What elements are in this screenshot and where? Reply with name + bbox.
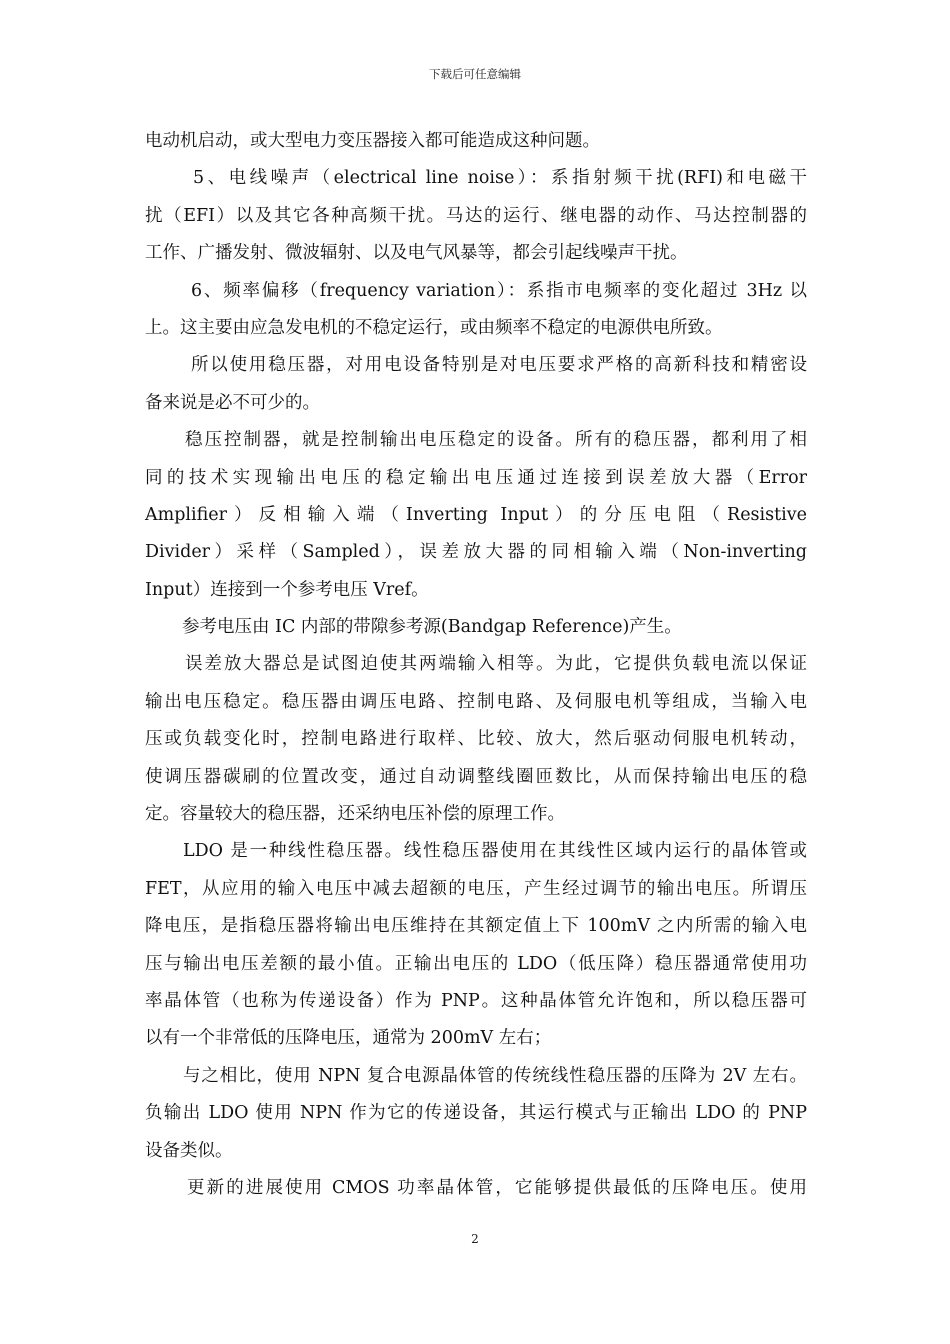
text-line: Amplifier）反相输入端（Inverting Input）的分压电阻（Resistive bbox=[145, 504, 807, 525]
text-line: LDO 是一种线性稳压器。线性稳压器使用在其线性区域内运行的晶体管或 bbox=[183, 841, 807, 862]
text-line: 输出电压稳定。稳压器由调压电路、控制电路、及伺服电机等组成，当输入电 bbox=[145, 691, 807, 712]
text-line: 设备类似。 bbox=[145, 1140, 233, 1161]
paragraph bbox=[145, 347, 807, 422]
text-line: 定。容量较大的稳压器，还采纳电压补偿的原理工作。 bbox=[145, 804, 565, 825]
text-line: 使调压器碳刷的位置改变，通过自动调整线圈匝数比，从而保持输出电压的稳 bbox=[145, 766, 807, 787]
page-header: 下载后可任意编辑 bbox=[429, 67, 521, 81]
paragraph bbox=[145, 1170, 807, 1207]
text-line: Input）连接到一个参考电压 Vref。 bbox=[145, 579, 429, 600]
text-line: 上。这主要由应急发电机的不稳定运行，或由频率不稳定的电源供电所致。 bbox=[145, 317, 723, 338]
text-line: 降电压，是指稳压器将输出电压维持在其额定值上下 100mV 之内所需的输入电 bbox=[145, 916, 807, 937]
text-line: 电动机启动，或大型电力变压器接入都可能造成这种问题。 bbox=[145, 131, 600, 151]
text-line: 负输出 LDO 使用 NPN 作为它的传递设备，其运行模式与正输出 LDO 的 PNP bbox=[145, 1103, 807, 1124]
text-line: 以有一个非常低的压降电压，通常为 200mV 左右； bbox=[145, 1028, 552, 1049]
text-line: 6、频率偏移（frequency variation）：系指市电频率的变化超过 3Hz 以 bbox=[191, 280, 807, 301]
paragraph bbox=[145, 160, 807, 272]
text-line: Divider）采样（Sampled），误差放大器的同相输入端（Non-inverting bbox=[145, 542, 807, 563]
text-line: 同的技术实现输出电压的稳定输出电压通过连接到误差放大器（Error bbox=[145, 467, 807, 488]
paragraph bbox=[145, 1058, 807, 1170]
paragraph bbox=[145, 833, 807, 1057]
text-line: 稳压控制器，就是控制输出电压稳定的设备。所有的稳压器，都利用了相 bbox=[185, 430, 807, 451]
text-line: 备来说是必不可少的。 bbox=[145, 392, 320, 413]
text-line: 工作、广播发射、微波辐射、以及电气风暴等，都会引起线噪声干扰。 bbox=[145, 243, 688, 264]
text-line: 率晶体管（也称为传递设备）作为 PNP。这种晶体管允许饱和，所以稳压器可 bbox=[145, 990, 807, 1011]
text-line: FET，从应用的输入电压中减去超额的电压，产生经过调节的输出电压。所谓压 bbox=[145, 878, 807, 899]
text-line: 与之相比，使用 NPN 复合电源晶体管的传统线性稳压器的压降为 2V 左右。 bbox=[183, 1065, 807, 1086]
text-line: 5、电线噪声（electrical line noise）：系指射频干扰(RFI)和电磁干 bbox=[193, 168, 807, 189]
paragraph bbox=[145, 123, 807, 160]
text-line: 误差放大器总是试图迫使其两端输入相等。为此，它提供负载电流以保证 bbox=[185, 654, 807, 675]
text-line: 扰（EFI）以及其它各种高频干扰。马达的运行、继电器的动作、马达控制器的 bbox=[145, 205, 807, 226]
paragraph bbox=[145, 422, 807, 609]
page-number: 2 bbox=[471, 1232, 479, 1246]
document-body bbox=[145, 123, 807, 1207]
text-line: 所以使用稳压器，对用电设备特别是对电压要求严格的高新科技和精密设 bbox=[191, 355, 807, 376]
text-line: 更新的进展使用 CMOS 功率晶体管，它能够提供最低的压降电压。使用 bbox=[187, 1177, 807, 1198]
text-line: 参考电压由 IC 内部的带隙参考源(Bandgap Reference)产生。 bbox=[182, 617, 682, 638]
paragraph bbox=[145, 609, 807, 646]
text-line: 压或负载变化时，控制电路进行取样、比较、放大，然后驱动伺服电机转动， bbox=[145, 729, 807, 750]
text-line: 压与输出电压差额的最小值。正输出电压的 LDO（低压降）稳压器通常使用功 bbox=[145, 953, 807, 974]
paragraph bbox=[145, 646, 807, 833]
paragraph bbox=[145, 273, 807, 348]
